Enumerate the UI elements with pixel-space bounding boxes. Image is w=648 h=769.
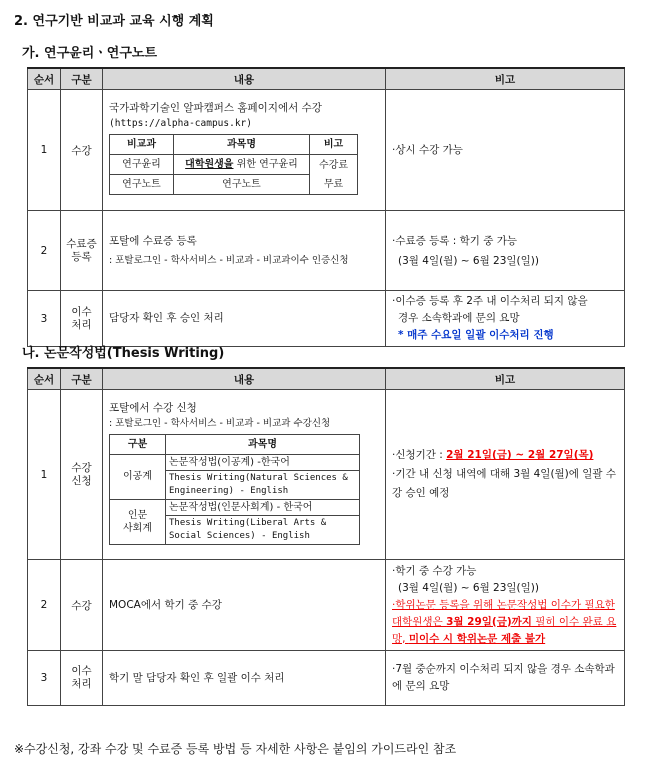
table-row [28,651,625,706]
type-text: 처리 [71,678,92,690]
remark-line: ·학기 중 수강 가능 [392,564,477,577]
row-content [103,211,386,291]
inner-cell [310,155,358,195]
row-content: 학기 말 담당자 확인 후 일괄 이수 처리 [103,651,386,706]
type-text: 등록 [71,250,92,263]
inner-cell: 논문작성법(인문사회계) - 한국어 [166,499,360,515]
remark-line: ·이수증 등록 후 2주 내 이수처리 되지 않을 [392,295,588,307]
table-row [28,211,625,291]
remark-warning [392,597,618,648]
content-line: 국가과학기술인 알파캠퍼스 홈페이지에서 수강 [109,102,322,114]
footer-note: ※수강신청, 강좌 수강 및 수료증 등록 방법 등 자세한 사항은 붙임의 가이드라인 참조 [14,742,457,756]
header-remark: 비고 [386,368,625,390]
inner-cell: Thesis Writing(Natural Sciences & Engineering) - English [166,470,360,499]
content-line: : 포탈로그인 - 학사서비스 - 비교과 - 비교과이수 인증신청 [109,254,349,266]
course-inner-table [109,134,358,195]
row-content: MOCA에서 학기 중 수강 [103,560,386,651]
section-a-heading: 가. 연구윤리ㆍ연구노트 [22,46,158,61]
row-content [103,390,386,560]
row-type: 수강 [61,90,103,211]
section-b-heading: 나. 논문작성법(Thesis Writing) [22,346,225,361]
row-type [61,211,103,291]
remark-line [392,446,618,465]
header-content: 내용 [103,368,386,390]
header-remark: 비고 [386,68,625,90]
row-num: 3 [28,651,61,706]
header-type: 구분 [61,68,103,90]
application-period: 2월 21일(금) ~ 2월 27일(목) [446,449,594,461]
row-type [61,390,103,560]
row-remark: ·상시 수강 가능 [386,90,625,211]
table-row [28,90,625,211]
inner-header: 비교과 [110,135,174,155]
deadline-text: 3월 29일(금)까지 [446,615,532,628]
inner-text: 수강료 [319,159,348,171]
remark-text: ·학위논문 등록을 위해 논문작성법 이수가 필요한 대학원생은 [392,598,615,628]
table-row [28,560,625,651]
type-text: 수강 [71,461,92,474]
remark-line: (3월 4일(월) ~ 6월 23일(일)) [398,254,539,267]
inner-header: 비고 [310,135,358,155]
type-text: 수료증 [66,237,97,250]
inner-cell: 논문작성법(이공계) -한국어 [166,454,360,470]
type-text: 이수 [71,665,92,677]
remark-text: ·신청기간 : [392,449,447,461]
inner-header: 과목명 [174,135,310,155]
inner-header: 구분 [110,434,166,454]
penalty-text: 미이수 시 학위논문 제출 불가 [408,632,546,645]
emphasis-text: 대학원생을 [185,159,234,170]
header-type: 구분 [61,368,103,390]
thesis-writing-table [27,367,625,706]
inner-cell: 연구노트 [174,175,310,195]
remark-highlight: * 매주 수요일 일괄 이수처리 진행 [398,329,554,341]
row-num: 2 [28,560,61,651]
table-row [28,291,625,347]
row-remark: ·7월 중순까지 이수처리 되지 않을 경우 소속학과에 문의 요망 [386,651,625,706]
inner-cell [174,155,310,175]
row-remark [386,390,625,560]
inner-cell: Thesis Writing(Liberal Arts & Social Sciences) - English [166,515,360,544]
course-inner-table [109,434,360,545]
inner-text: 사회계 [123,522,152,534]
type-text: 신청 [71,474,92,487]
row-type [61,651,103,706]
content-line: : 포탈로그인 - 학사서비스 - 비교과 - 비교과 수강신청 [109,417,331,429]
header-content: 내용 [103,68,386,90]
inner-header: 과목명 [166,434,360,454]
inner-cell [110,499,166,544]
row-num: 1 [28,90,61,211]
row-num: 1 [28,390,61,560]
content-line: 포탈에서 수강 신청 [109,401,197,414]
inner-text: 인문 [127,509,148,521]
alpha-campus-url: (https://alpha-campus.kr) [109,118,252,129]
table-row [28,390,625,560]
row-remark [386,560,625,651]
remark-text: 필히 이수 완료 요망, [392,615,617,645]
inner-cell: 연구윤리 [110,155,174,175]
row-type: 수강 [61,560,103,651]
header-num: 순서 [28,368,61,390]
row-num: 3 [28,291,61,347]
remark-line: (3월 4일(월) ~ 6월 23일(일)) [398,581,539,594]
inner-text: 위한 연구윤리 [233,159,298,170]
row-content: 담당자 확인 후 승인 처리 [103,291,386,347]
remark-line: 경우 소속학과에 문의 요망 [398,312,520,324]
research-ethics-table [27,67,625,347]
document-title: 2. 연구기반 비교과 교육 시행 계획 [14,14,214,29]
row-num: 2 [28,211,61,291]
type-text: 처리 [71,318,92,331]
row-content [103,90,386,211]
remark-line: ·기간 내 신청 내역에 대해 3월 4일(월)에 일괄 수강 승인 예정 [392,468,617,499]
type-text: 이수 [71,305,92,318]
header-num: 순서 [28,68,61,90]
row-remark [386,211,625,291]
row-remark [386,291,625,347]
inner-cell: 이공계 [110,454,166,499]
inner-cell: 연구노트 [110,175,174,195]
row-type [61,291,103,347]
content-line: 포탈에 수료증 등록 [109,234,197,247]
remark-line: ·수료증 등록 : 학기 중 가능 [392,234,517,247]
inner-text: 무료 [323,178,344,190]
